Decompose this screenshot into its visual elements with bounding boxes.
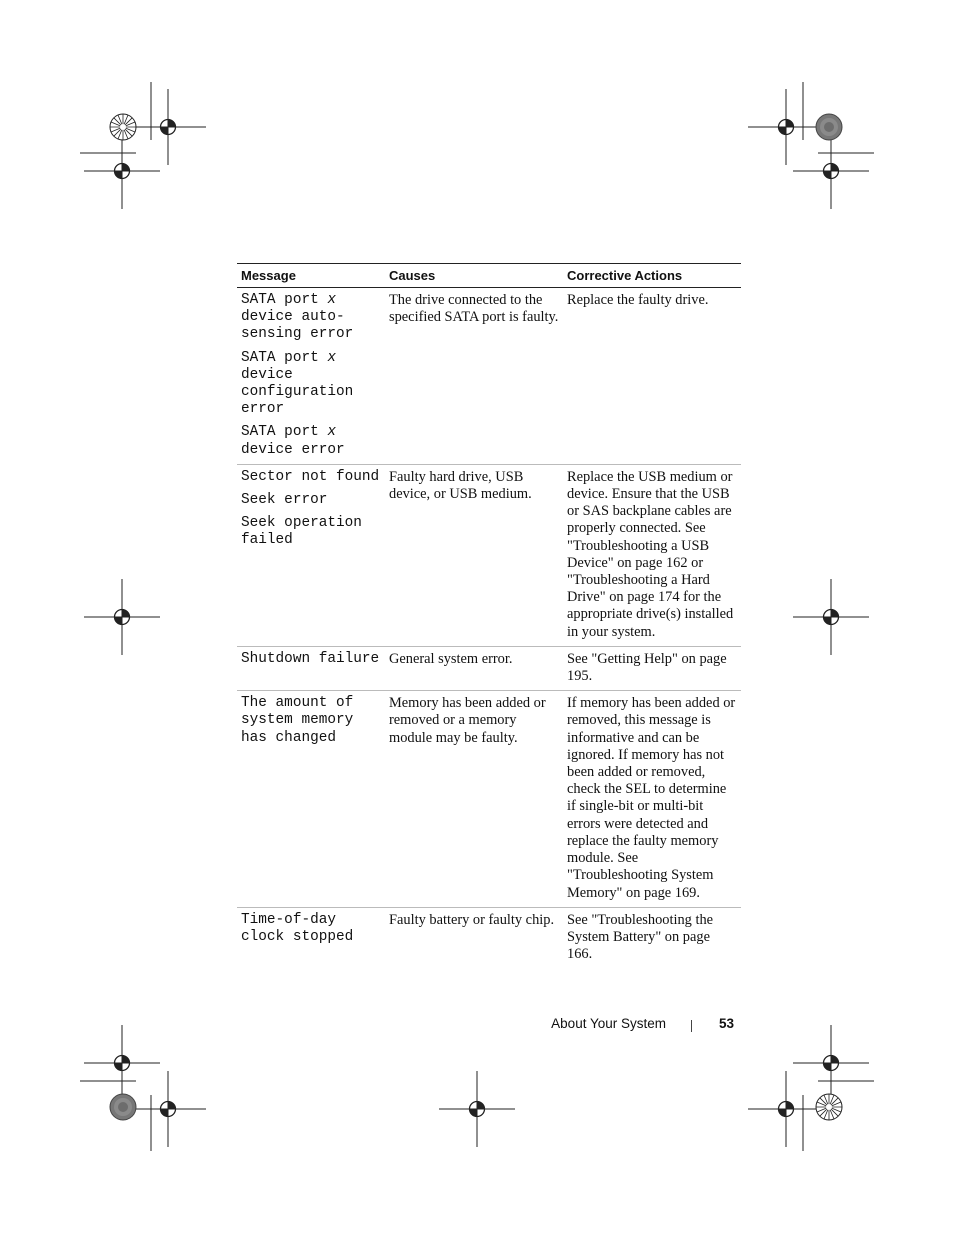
table-row: [237, 691, 741, 907]
cause-cell: Faulty hard drive, USB device, or USB medium.: [385, 464, 563, 646]
action-cell: See "Troubleshooting the System Battery" on page 166.: [567, 911, 714, 963]
cause-cell: General system error.: [385, 646, 563, 690]
message-text: SATA port x device auto-sensing error: [241, 292, 354, 343]
footer-divider: [691, 1020, 692, 1032]
table-row: [237, 907, 741, 968]
action-cell: See "Getting Help" on page 195.: [563, 646, 741, 690]
header-message: Message: [237, 264, 385, 288]
message-cell: [237, 288, 385, 465]
message-cell: [237, 691, 385, 907]
message-text: SATA port x device error: [241, 424, 345, 458]
table-row: [237, 288, 741, 465]
cause-cell: Faulty battery or faulty chip.: [389, 911, 555, 928]
message-text: Sector not found: [241, 468, 380, 485]
header-corrective-actions: Corrective Actions: [563, 264, 741, 288]
footer-section-title: About Your System: [551, 1016, 666, 1031]
action-cell: If memory has been added or removed, this message is informative and can be ignored. If memory has not been added or removed, check the SEL to determine if single-bit or multi-bit errors were detected and replace the faulty memory module. See "Troubleshooting System Memory" on page 169.: [563, 691, 741, 907]
message-text: SATA port x device configuration error: [241, 349, 354, 418]
page-footer: [480, 1015, 740, 1035]
action-cell: Replace the faulty drive.: [563, 288, 741, 465]
message-cell: [237, 646, 385, 690]
message-cell: [237, 907, 385, 968]
cause-cell: Memory has been added or removed or a memory module may be faulty.: [385, 691, 563, 907]
message-text: Seek error: [241, 492, 328, 509]
cause-cell: The drive connected to the specified SATA port is faulty.: [385, 288, 563, 465]
message-table: [237, 263, 741, 968]
action-cell: Replace the USB medium or device. Ensure that the USB or SAS backplane cables are properly connected. See "Troubleshooting a USB Device" on page 162 or "Troubleshooting a Hard Drive" on page 174 for the appropriate drive(s) installed in your system.: [563, 464, 741, 646]
message-text: The amount of system memory has changed: [241, 695, 354, 746]
message-text: Seek operation failed: [241, 515, 362, 549]
message-text: Time-of-day clock stopped: [241, 911, 354, 945]
table-row: [237, 464, 741, 646]
table-row: [237, 646, 741, 690]
table-header-row: [237, 264, 741, 288]
message-cell: [237, 464, 385, 646]
message-text: Shutdown failure: [241, 650, 380, 667]
page-number: 53: [718, 1016, 734, 1031]
header-causes: Causes: [385, 264, 563, 288]
